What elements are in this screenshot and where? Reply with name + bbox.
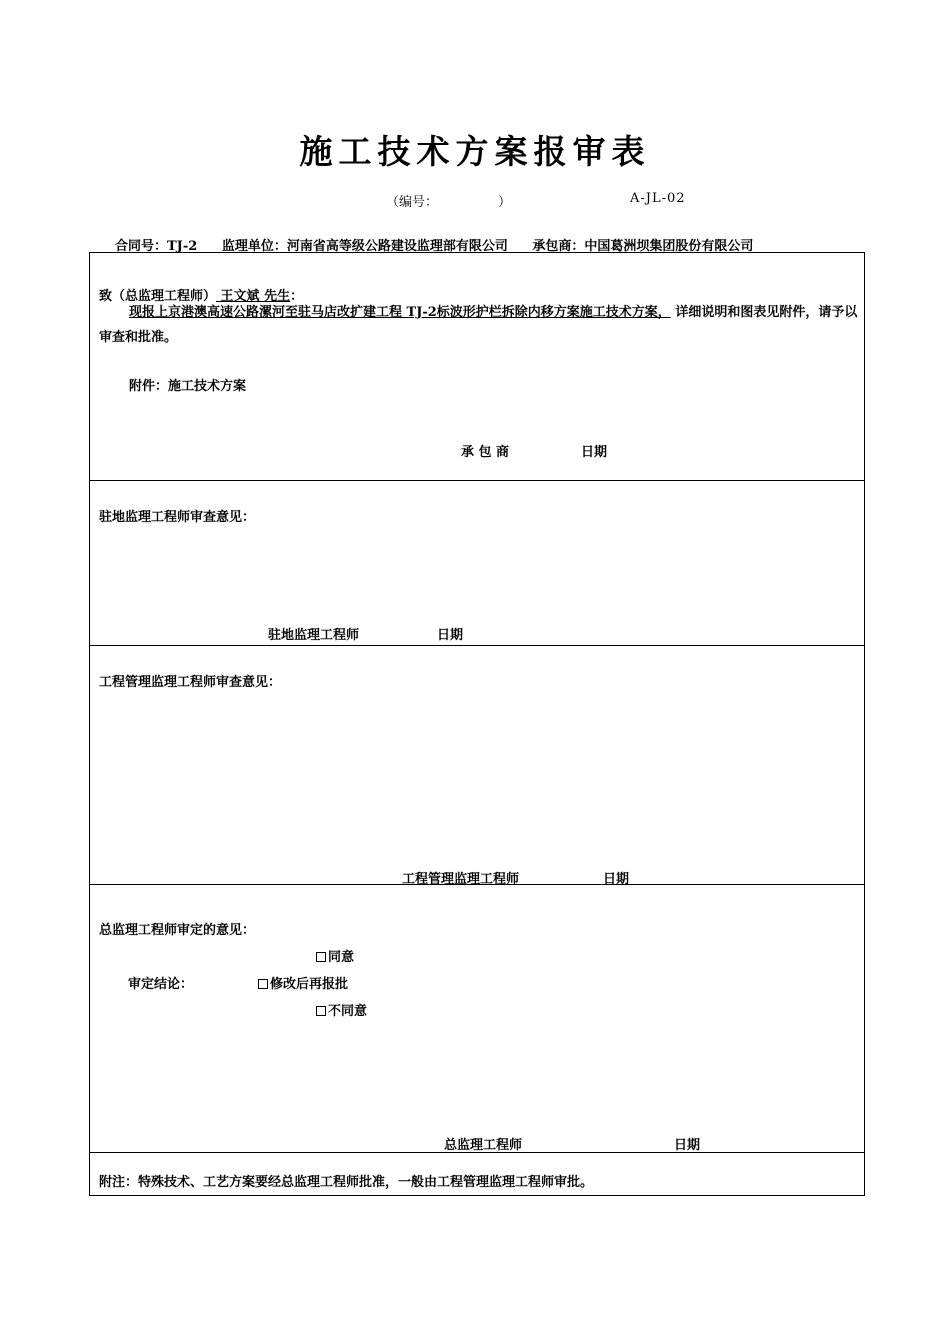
addressee-name: 王文斌 先生	[216, 289, 291, 304]
chief-engineer-sign-label: 总监理工程师	[444, 1138, 523, 1153]
serial-label-open: （编号：	[386, 195, 439, 210]
contract-number: 合同号：TJ-2	[115, 239, 198, 254]
form-code: A-JL-02	[630, 191, 686, 206]
option-revise-resubmit[interactable]: 修改后再报批	[258, 973, 348, 992]
serial-label-close: ）	[498, 195, 512, 210]
form-title: 施工技术方案报审表	[299, 132, 651, 171]
resident-engineer-section	[90, 481, 864, 646]
resident-engineer-heading: 驻地监理工程师审查意见：	[99, 510, 256, 525]
footnote: 附注：特殊技术、工艺方案要经总监理工程师批准，一般由工程管理监理工程师审批。	[99, 1175, 594, 1190]
management-engineer-section	[90, 646, 864, 885]
checkbox-disagree[interactable]	[316, 1006, 326, 1016]
addressee-line: 致（总监理工程师） 王文斌 先生：	[99, 289, 304, 304]
checkbox-revise-resubmit[interactable]	[258, 979, 268, 989]
chief-engineer-date-label: 日期	[674, 1138, 701, 1153]
checkbox-agree[interactable]	[316, 952, 326, 962]
management-engineer-date-label: 日期	[603, 872, 630, 887]
serial-number	[386, 191, 511, 210]
submission-section	[90, 253, 864, 481]
review-form-table	[89, 252, 865, 1196]
contractor-sign-label: 承 包 商	[461, 445, 510, 460]
management-engineer-heading: 工程管理监理工程师审查意见：	[99, 675, 282, 690]
chief-engineer-section	[90, 885, 864, 1153]
chief-engineer-heading: 总监理工程师审定的意见：	[99, 923, 256, 938]
contractor-date-label: 日期	[581, 445, 608, 460]
management-engineer-sign-label: 工程管理监理工程师	[402, 872, 520, 887]
option-agree[interactable]: 同意	[316, 946, 354, 965]
resident-engineer-sign-label: 驻地监理工程师	[268, 628, 360, 643]
contractor-name: 承包商：中国葛洲坝集团股份有限公司	[532, 239, 754, 254]
resident-engineer-date-label: 日期	[437, 628, 464, 643]
option-disagree[interactable]: 不同意	[316, 1000, 367, 1019]
supervisor-unit: 监理单位：河南省高等级公路建设监理部有限公司	[221, 239, 508, 254]
attachment-line: 附件：施工技术方案	[129, 379, 247, 394]
conclusion-label: 审定结论：	[128, 977, 194, 992]
footnote-section	[90, 1153, 864, 1195]
submission-body: 现报上京港澳高速公路漯河至驻马店改扩建工程 TJ-2标波形护栏拆除内移方案施工技术方案， 详细说明和图表见附件，请予以审查和批准。	[99, 305, 858, 345]
